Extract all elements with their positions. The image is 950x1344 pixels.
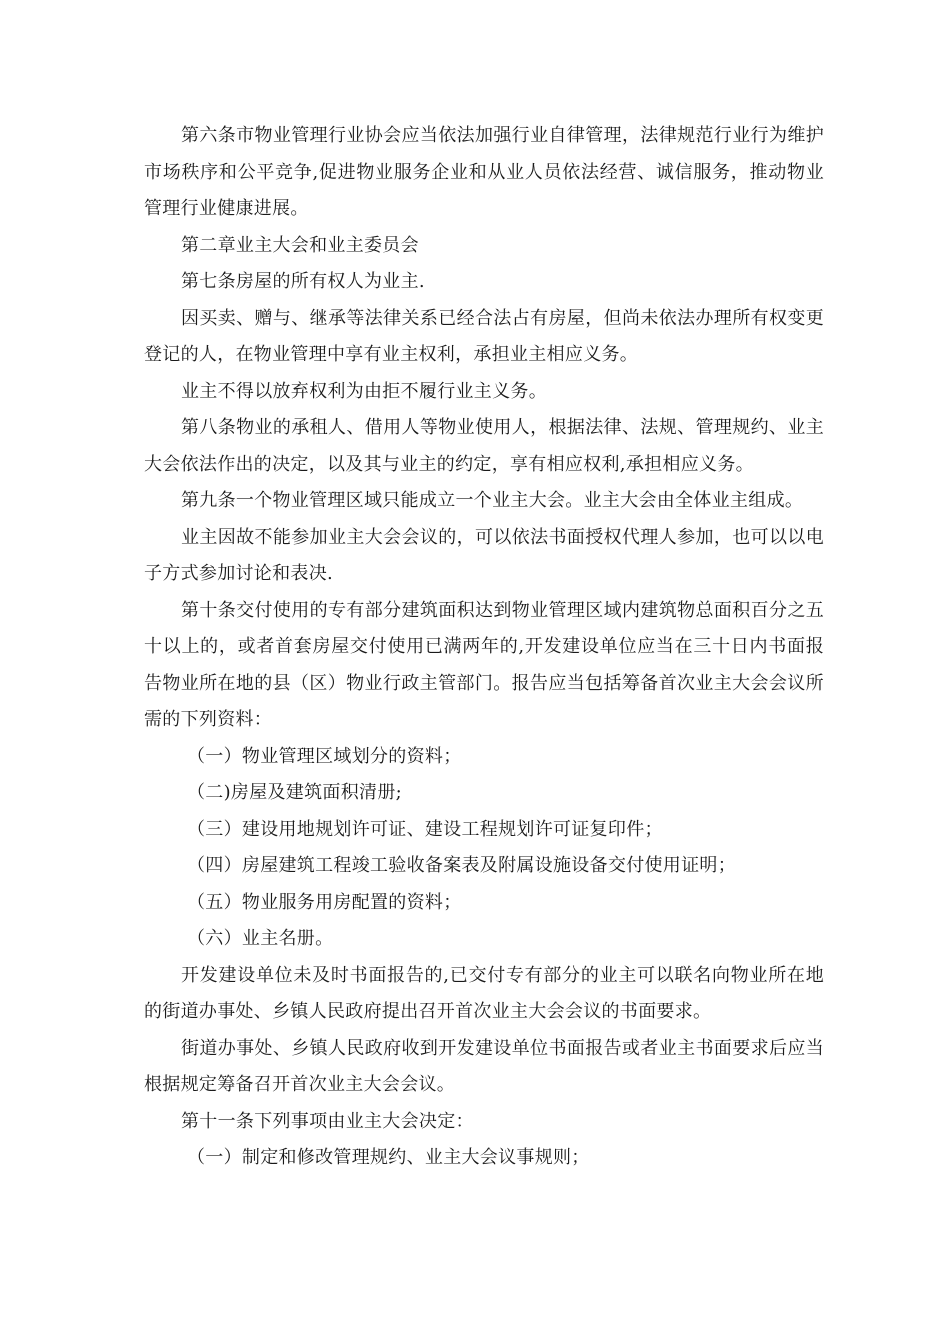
paragraph-article-10-clause-2: 开发建设单位未及时书面报告的,已交付专有部分的业主可以联名向物业所在地的街道办事处、乡镇人民政府提出召开首次业主大会会议的书面要求。 <box>144 964 824 1022</box>
paragraph-article-9-clause-2: 业主因故不能参加业主大会会议的，可以依法书面授权代理人参加，也可以以电子方式参加讨论和表决. <box>144 526 824 584</box>
paragraph-article-8: 第八条物业的承租人、借用人等物业使用人，根据法律、法规、管理规约、业主大会依法作出的决定，以及其与业主的约定，享有相应权利,承担相应义务。 <box>144 417 824 475</box>
list-item-4: （四）房屋建筑工程竣工验收备案表及附属设施设备交付使用证明； <box>187 855 736 876</box>
paragraph-article-9: 第九条一个物业管理区域只能成立一个业主大会。业主大会由全体业主组成。 <box>181 490 804 511</box>
list-item-3: （三）建设用地规划许可证、建设工程规划许可证复印件； <box>187 818 663 840</box>
paragraph-article-11: 第十一条下列事项由业主大会决定： <box>181 1110 474 1132</box>
list-item-6: （六）业主名册。 <box>187 928 334 949</box>
paragraph-article-10: 第十条交付使用的专有部分建筑面积达到物业管理区域内建筑物总面积百分之五十以上的，或者首套房屋交付使用已满两年的,开发建设单位应当在三十日内书面报告物业所在地的县（区）物业行政主管部门。报告应当包括筹备首次业主大会会议所需的下列资料： <box>144 599 824 730</box>
list-item-5: （五）物业服务用房配置的资料； <box>187 891 462 913</box>
paragraph-article-7-clause-3: 业主不得以放弃权利为由拒不履行业主义务。 <box>181 380 547 402</box>
chapter-2-heading: 第二章业主大会和业主委员会 <box>181 234 419 256</box>
paragraph-article-6: 第六条市物业管理行业协会应当依法加强行业自律管理，法律规范行业行为维护市场秩序和公平竞争,促进物业服务企业和从业人员依法经营、诚信服务，推动物业管理行业健康进展。 <box>144 125 824 219</box>
paragraph-article-10-clause-3: 街道办事处、乡镇人民政府收到开发建设单位书面报告或者业主书面要求后应当根据规定筹备召开首次业主大会会议。 <box>144 1037 824 1095</box>
list-item-1: （一）物业管理区域划分的资料； <box>187 745 462 767</box>
list-item-article-11-1: （一）制定和修改管理规约、业主大会议事规则； <box>187 1147 590 1168</box>
list-item-2: （二)房屋及建筑面积清册; <box>187 782 402 803</box>
paragraph-article-7: 第七条房屋的所有权人为业主. <box>181 271 425 292</box>
paragraph-article-7-clause-2: 因买卖、赠与、继承等法律关系已经合法占有房屋，但尚未依法办理所有权变更登记的人，在物业管理中享有业主权利，承担业主相应义务。 <box>144 307 824 365</box>
document-body <box>144 118 824 1177</box>
